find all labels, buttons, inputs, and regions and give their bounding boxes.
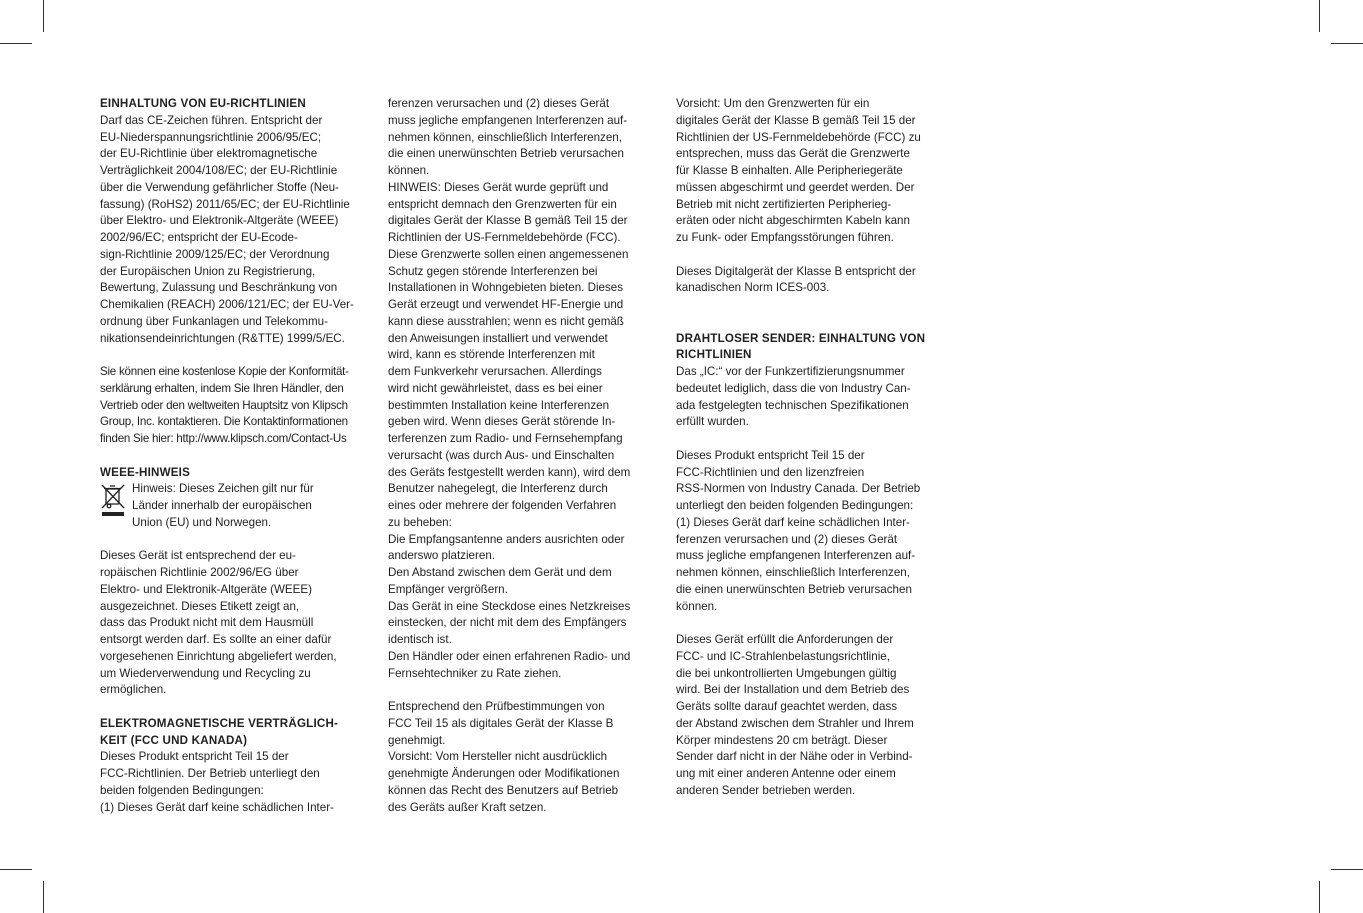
- text-line: nehmen können, einschließlich Interferenzen,: [676, 566, 910, 579]
- text-line: eines oder mehrere der folgenden Verfahren: [388, 499, 617, 512]
- fcc-conditions-continued: [388, 96, 656, 180]
- text-line: KEIT (FCC UND KANADA): [100, 733, 248, 747]
- text-line: wird. Bei der Installation und dem Betrieb des: [676, 683, 910, 697]
- text-line: RSS-Normen von Industry Canada. Der Betrieb: [676, 482, 921, 496]
- column-3: [676, 96, 942, 800]
- text-line: Dieses Produkt entspricht Teil 15 der: [100, 750, 289, 764]
- text-line: einstecken, der nicht mit dem des Empfängers: [388, 616, 627, 630]
- text-line: Sender darf nicht in der Nähe oder in Verbind-: [676, 750, 913, 764]
- emc-heading: [100, 716, 368, 750]
- text-line: dass das Produkt nicht mit dem Hausmüll: [100, 616, 314, 630]
- text-line: finden Sie hier: http://www.klipsch.com/Contact-Us: [100, 432, 347, 445]
- fcc-hinweis-text: [388, 180, 656, 683]
- text-line: (1) Dieses Gerät darf keine schädlichen Inter-: [676, 515, 910, 529]
- crossed-bin-icon: [100, 483, 126, 517]
- text-line: Das Gerät in eine Steckdose eines Netzkreises: [388, 599, 631, 613]
- text-line: dem Funkverkehr verursachen. Allerdings: [388, 365, 602, 378]
- text-line: digitales Gerät der Klasse B gemäß Teil 15 der: [676, 113, 916, 127]
- text-line: Richtlinien der US-Fernmeldebehörde (FCC) zu: [676, 130, 921, 144]
- text-line: der Europäischen Union zu Registrierung,: [100, 264, 316, 278]
- text-line: um Wiederverwendung und Recycling zu: [100, 666, 311, 680]
- text-line: RICHTLINIEN: [676, 348, 752, 362]
- text-line: Elektro- und Elektronik-Altgeräte (WEEE): [100, 582, 312, 596]
- text-line: DRAHTLOSER SENDER: EINHALTUNG VON: [676, 331, 926, 345]
- text-line: sign-Richtlinie 2009/125/EC; der Verordnung: [100, 247, 330, 261]
- text-line: entsprechen, muss das Gerät die Grenzwerte: [676, 147, 910, 161]
- weee-text: [100, 548, 368, 699]
- text-line: Den Abstand zwischen dem Gerät und dem: [388, 566, 612, 579]
- text-line: für Klasse B einhalten. Alle Peripheriegeräte: [676, 164, 903, 177]
- text-line: anderen Sender betrieben werden.: [676, 783, 856, 797]
- text-line: Installationen in Wohngebieten bieten. Dieses: [388, 281, 624, 295]
- text-line: ferenzen verursachen und (2) dieses Gerät: [388, 97, 610, 110]
- text-line: die bei unkontrollierten Umgebungen gültig: [676, 666, 897, 680]
- text-line: Geräts sollte darauf geachtet werden, dass: [676, 700, 898, 713]
- text-line: HINWEIS: Dieses Gerät wurde geprüft und: [388, 180, 609, 194]
- text-line: 2002/96/EC; entspricht der EU-Ecode-: [100, 231, 298, 244]
- emc-text: [100, 749, 368, 816]
- declaration-copy-text: [100, 364, 368, 448]
- text-line: ropäischen Richtlinie 2002/96/EG über: [100, 566, 299, 579]
- text-line: kanadischen Norm ICES-003.: [676, 281, 830, 295]
- text-line: wird nicht gewährleistet, dass es bei einer: [388, 381, 603, 395]
- crop-mark-bottom-left-h: [0, 869, 32, 870]
- text-line: wird, kann es störende Interferenzen mit: [388, 348, 595, 362]
- text-line: nikationsendeinrichtungen (R&TTE) 1999/5/EC.: [100, 331, 345, 345]
- class-b-caution-text: [676, 96, 942, 247]
- text-line: Gerät erzeugt und verwendet HF-Energie und: [388, 298, 624, 311]
- text-line: beiden folgenden Bedingungen:: [100, 783, 264, 797]
- text-line: die einen unerwünschten Betrieb verursachen: [676, 582, 912, 596]
- text-line: ELEKTROMAGNETISCHE VERTRÄGLICH-: [100, 716, 339, 730]
- text-line: können.: [676, 599, 718, 613]
- text-line: fassung) (RoHS2) 2011/65/EC; der EU-Richtlinie: [100, 197, 350, 211]
- weee-note: [100, 481, 368, 531]
- crop-mark-top-right-h: [1331, 43, 1363, 44]
- text-line: Länder innerhalb der europäischen: [132, 499, 312, 512]
- text-line: Darf das CE-Zeichen führen. Entspricht der: [100, 113, 323, 127]
- text-line: zu Funk- oder Empfangsstörungen führen.: [676, 231, 894, 244]
- text-line: genehmigt.: [388, 733, 446, 747]
- text-line: über Elektro- und Elektronik-Altgeräte (WEEE): [100, 214, 339, 228]
- crop-mark-top-right-v: [1319, 0, 1320, 32]
- text-line: verursacht (was durch Aus- und Einschalten: [388, 448, 615, 462]
- text-line: anderswo platzieren.: [388, 549, 495, 563]
- text-line: bestimmten Installation keine Interferenzen: [388, 398, 610, 412]
- text-line: des Geräts außer Kraft setzen.: [388, 800, 547, 814]
- text-line: Dieses Gerät erfüllt die Anforderungen der: [676, 633, 894, 646]
- column-2: [388, 96, 656, 816]
- spacer: [676, 314, 942, 331]
- text-line: können.: [388, 164, 430, 177]
- text-line: ada festgelegten technischen Spezifikationen: [676, 398, 909, 412]
- text-line: ausgezeichnet. Dieses Etikett zeigt an,: [100, 599, 300, 613]
- text-line: digitales Gerät der Klasse B gemäß Teil 15 der: [388, 214, 628, 228]
- text-line: terferenzen zum Radio- und Fernsehempfang: [388, 432, 623, 445]
- text-line: Vorsicht: Vom Hersteller nicht ausdrücklich: [388, 750, 608, 764]
- text-line: Richtlinien der US-Fernmeldebehörde (FCC).: [388, 231, 621, 244]
- text-line: (1) Dieses Gerät darf keine schädlichen Inter-: [100, 800, 334, 814]
- text-line: Bewertung, Zulassung und Beschränkung von: [100, 281, 338, 295]
- text-line: müssen abgeschirmt und geerdet werden. Der: [676, 180, 915, 194]
- text-line: Den Händler oder einen erfahrenen Radio- und: [388, 649, 631, 663]
- eu-compliance-text: [100, 113, 368, 348]
- text-line: geben wird. Wenn dieses Gerät störende In-: [388, 415, 616, 429]
- text-line: Vorsicht: Um den Grenzwerten für ein: [676, 97, 870, 110]
- text-line: Chemikalien (REACH) 2006/121/EC; der EU-Ver-: [100, 298, 354, 311]
- weee-note-text: [132, 481, 368, 531]
- text-line: Diese Grenzwerte sollen einen angemessenen: [388, 247, 629, 261]
- crop-mark-bottom-left-v: [43, 881, 44, 913]
- text-line: Dieses Digitalgerät der Klasse B entspricht der: [676, 264, 916, 278]
- text-line: Fernsehtechniker zu Rate ziehen.: [388, 666, 562, 680]
- text-line: kann diese ausstrahlen; wenn es nicht gemäß: [388, 314, 624, 328]
- text-line: Union (EU) und Norwegen.: [132, 515, 272, 529]
- rf-exposure-text: [676, 632, 942, 800]
- text-line: erfüllt wurden.: [676, 415, 749, 429]
- text-line: FCC Teil 15 als digitales Gerät der Klasse B: [388, 716, 614, 730]
- text-line: Die Empfangsantenne anders ausrichten oder: [388, 532, 625, 546]
- text-line: Entsprechend den Prüfbestimmungen von: [388, 700, 605, 713]
- text-line: ferenzen verursachen und (2) dieses Gerät: [676, 532, 898, 546]
- text-line: Vertrieb oder den weltweiten Hauptsitz von Klipsch: [100, 398, 348, 412]
- text-line: die einen unerwünschten Betrieb verursachen: [388, 147, 624, 161]
- text-line: der Abstand zwischen dem Strahler und Ihrem: [676, 716, 914, 730]
- text-line: FCC-Richtlinien und den lizenzfreien: [676, 465, 865, 479]
- text-line: muss jegliche empfangenen Interferenzen auf-: [388, 113, 628, 127]
- text-line: Dieses Produkt entspricht Teil 15 der: [676, 448, 865, 462]
- text-line: muss jegliche empfangenen Interferenzen auf-: [676, 549, 916, 563]
- text-line: ung mit einer anderen Antenne oder einem: [676, 767, 896, 780]
- eu-compliance-heading: EINHALTUNG VON EU-RICHTLINIEN: [100, 97, 306, 110]
- text-line: ermöglichen.: [100, 683, 167, 697]
- text-line: serklärung erhalten, indem Sie Ihren Händler, den: [100, 381, 344, 395]
- crop-mark-top-left-v: [43, 0, 44, 32]
- crop-mark-bottom-right-h: [1331, 869, 1363, 870]
- crop-mark-bottom-right-v: [1319, 881, 1320, 913]
- text-line: Hinweis: Dieses Zeichen gilt nur für: [132, 482, 314, 496]
- text-line: Verträglichkeit 2004/108/EC; der EU-Richtlinie: [100, 164, 338, 177]
- text-line: des Geräts festgestellt werden kann), wird dem: [388, 465, 631, 479]
- text-line: Das „IC:“ vor der Funkzertifizierungsnummer: [676, 365, 905, 378]
- text-line: Dieses Gerät ist entsprechend der eu-: [100, 549, 296, 563]
- text-line: nehmen können, einschließlich Interferenzen,: [388, 130, 622, 144]
- text-line: bedeutet lediglich, dass die von Industry Can-: [676, 381, 911, 395]
- text-line: vorgesehenen Einrichtung abgeliefert werden,: [100, 649, 337, 663]
- text-line: Group, Inc. kontaktieren. Die Kontaktinformationen: [100, 415, 348, 429]
- text-line: identisch ist.: [388, 633, 452, 646]
- ices-text: [676, 264, 942, 298]
- crop-mark-top-left-h: [0, 43, 32, 44]
- text-line: EU-Niederspannungsrichtlinie 2006/95/EC;: [100, 130, 322, 144]
- text-line: Betrieb mit nicht zertifizierten Peripherieg-: [676, 197, 892, 211]
- fcc-pruef-text: [388, 699, 656, 816]
- text-line: Empfänger vergrößern.: [388, 582, 508, 596]
- text-line: entsorgt werden darf. Es sollte an einer dafür: [100, 633, 332, 646]
- wireless-heading: [676, 331, 942, 365]
- text-line: der EU-Richtlinie über elektromagnetische: [100, 147, 318, 161]
- text-line: eräten oder nicht abgeschirmten Kabeln kann: [676, 214, 910, 228]
- rss-text: [676, 448, 942, 616]
- text-line: Sie können eine kostenlose Kopie der Konformität-: [100, 365, 349, 378]
- text-line: unterliegt den beiden folgenden Bedingungen:: [676, 499, 914, 512]
- text-line: über die Verwendung gefährlicher Stoffe (Neu-: [100, 180, 339, 194]
- text-line: genehmigte Änderungen oder Modifikationen: [388, 767, 620, 780]
- ic-text: [676, 364, 942, 431]
- text-line: können das Recht des Benutzers auf Betrieb: [388, 783, 619, 797]
- text-line: Körper mindestens 20 cm beträgt. Dieser: [676, 733, 888, 747]
- text-line: ordnung über Funkanlagen und Telekommu-: [100, 314, 328, 328]
- text-line: FCC- und IC-Strahlenbelastungsrichtlinie,: [676, 649, 890, 663]
- text-line: den Anweisungen installiert und verwendet: [388, 331, 608, 345]
- text-line: entspricht demnach den Grenzwerten für ein: [388, 197, 617, 211]
- weee-heading: WEEE-HINWEIS: [100, 465, 190, 479]
- text-line: FCC-Richtlinien. Der Betrieb unterliegt den: [100, 767, 320, 780]
- text-line: zu beheben:: [388, 515, 452, 529]
- text-line: Benutzer nahegelegt, die Interferenz durch: [388, 482, 608, 496]
- column-1: [100, 96, 368, 816]
- text-line: Schutz gegen störende Interferenzen bei: [388, 264, 598, 278]
